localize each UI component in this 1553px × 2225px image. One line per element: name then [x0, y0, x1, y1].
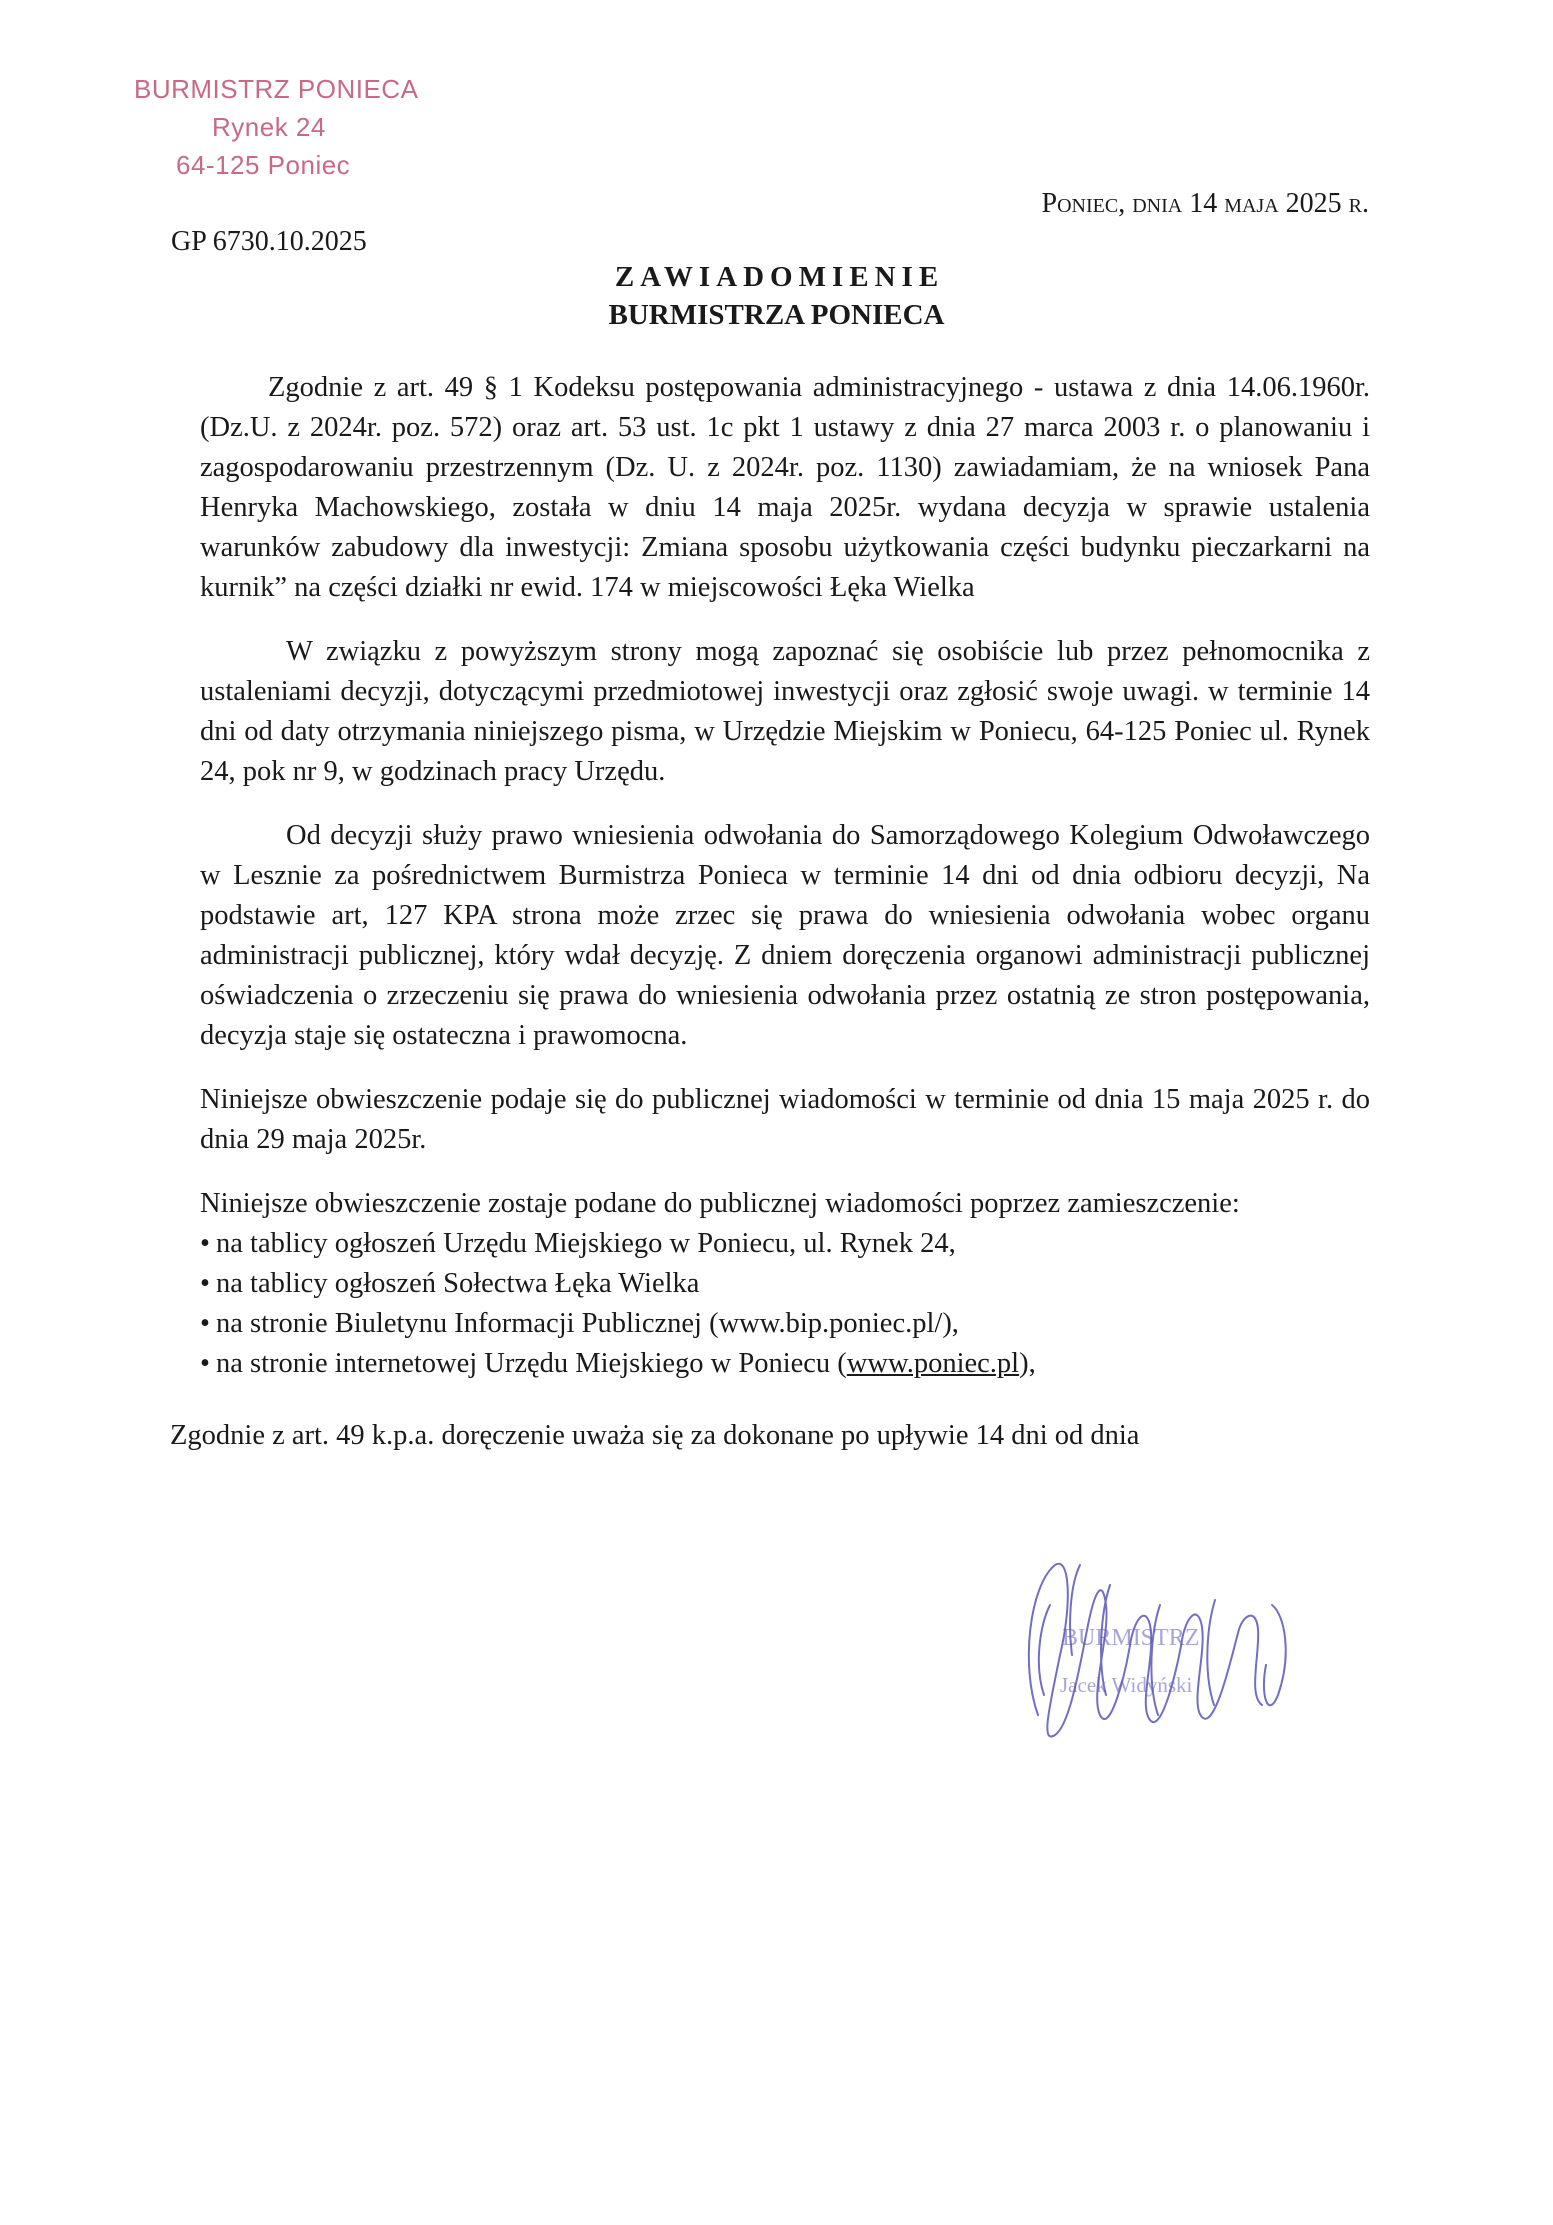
list-item [200, 1344, 1370, 1384]
list-item: • na stronie Biuletynu Informacji Publicznej (www.bip.poniec.pl/), [200, 1304, 1370, 1344]
website-link[interactable]: www.poniec.pl [846, 1348, 1020, 1379]
paragraph-review: W związku z powyższym strony mogą zapoznać się osobiście lub przez pełnomocnika z ustaleniami decyzji, dotyczącymi przedmiotowej inwestycji oraz zgłosić swoje uwagi. w terminie 14 dni od daty otrzymania niniejszego pisma, w Urzędzie Miejskim w Poniecu, 64-125 Poniec ul. Rynek 24, pok nr 9, w godzinach pracy Urzędu. [200, 636, 1370, 787]
title-line-1: ZAWIADOMIENIE [614, 261, 945, 293]
paragraph-legal-basis: Zgodnie z art. 49 § 1 Kodeksu postępowania administracyjnego - ustawa z dnia 14.06.1960r. (Dz.U. z 2024r. poz. 572) oraz art. 53 ust. 1c pkt 1 ustawy z dnia 27 marca 2003 r. o planowaniu i zagospodarowaniu przestrzennym (Dz. U. z 2024r. poz. 1130) zawiadamiam, że na wniosek Pana Henryka Machowskiego, została w dniu 14 maja 2025r. wydana decyzja w sprawie ustalenia warunków zabudowy dla inwestycji: Zmiana sposobu użytkowania części budynku pieczarkarni na kurnik” na części działki nr ewid. 174 w miejscowości Łęka Wielka [200, 372, 1370, 603]
document-date: Poniec, dnia 14 maja 2025 r. [1041, 188, 1369, 219]
title-line-2: BURMISTRZA PONIECA [608, 299, 945, 331]
stamp-line-3: 64-125 Poniec [176, 150, 351, 180]
stamp-line-2: Rynek 24 [212, 112, 326, 142]
paragraph-appeal: Od decyzji służy prawo wniesienia odwołania do Samorządowego Kolegium Odwoławczego w Lesznie za pośrednictwem Burmistrza Ponieca w terminie 14 dni od dnia odbioru decyzji, Na podstawie art, 127 KPA strona może zrzec się prawa do wniesienia odwołania wobec organu administracji publicznej, który wdał decyzję. Z dniem doręczenia organowi administracji publicznej oświadczenia o zrzeczeniu się prawa do wniesienia odwołania przez ostatnią ze stron postępowania, decyzja staje się ostateczna i prawomocna. [200, 820, 1370, 1051]
list-item: • na tablicy ogłoszeń Urzędu Miejskiego w Poniecu, ul. Rynek 24, [200, 1224, 1370, 1264]
document-title [0, 258, 1553, 334]
list-item-prefix: na stronie internetowej Urzędu Miejskiego w Poniecu ( [216, 1348, 847, 1379]
paragraph-publication-period: Niniejsze obwieszczenie podaje się do publicznej wiadomości w terminie od dnia 15 maja 2025 r. do dnia 29 maja 2025r. [200, 1084, 1370, 1155]
signature-name: Jacek Widyński [1060, 1673, 1193, 1697]
paragraph-delivery: Zgodnie z art. 49 k.p.a. doręczenie uważa się za dokonane po upływie 14 dni od dnia [170, 1420, 1140, 1451]
signature-title: BURMISTRZ [1062, 1625, 1200, 1651]
document-body [170, 368, 1370, 1456]
paragraph-publication-places: Niniejsze obwieszczenie zostaje podane do publicznej wiadomości poprzez zamieszczenie: [200, 1188, 1240, 1219]
list-item: • na tablicy ogłoszeń Sołectwa Łęka Wielka [200, 1264, 1370, 1304]
office-stamp [134, 70, 418, 184]
list-item-suffix: ), [1019, 1348, 1036, 1379]
reference-number: GP 6730.10.2025 [171, 226, 367, 257]
handwritten-signature-icon [1010, 1545, 1300, 1765]
stamp-line-1: BURMISTRZ PONIECA [134, 74, 419, 104]
signature-stamp [1010, 1545, 1300, 1765]
publication-list [200, 1224, 1370, 1384]
